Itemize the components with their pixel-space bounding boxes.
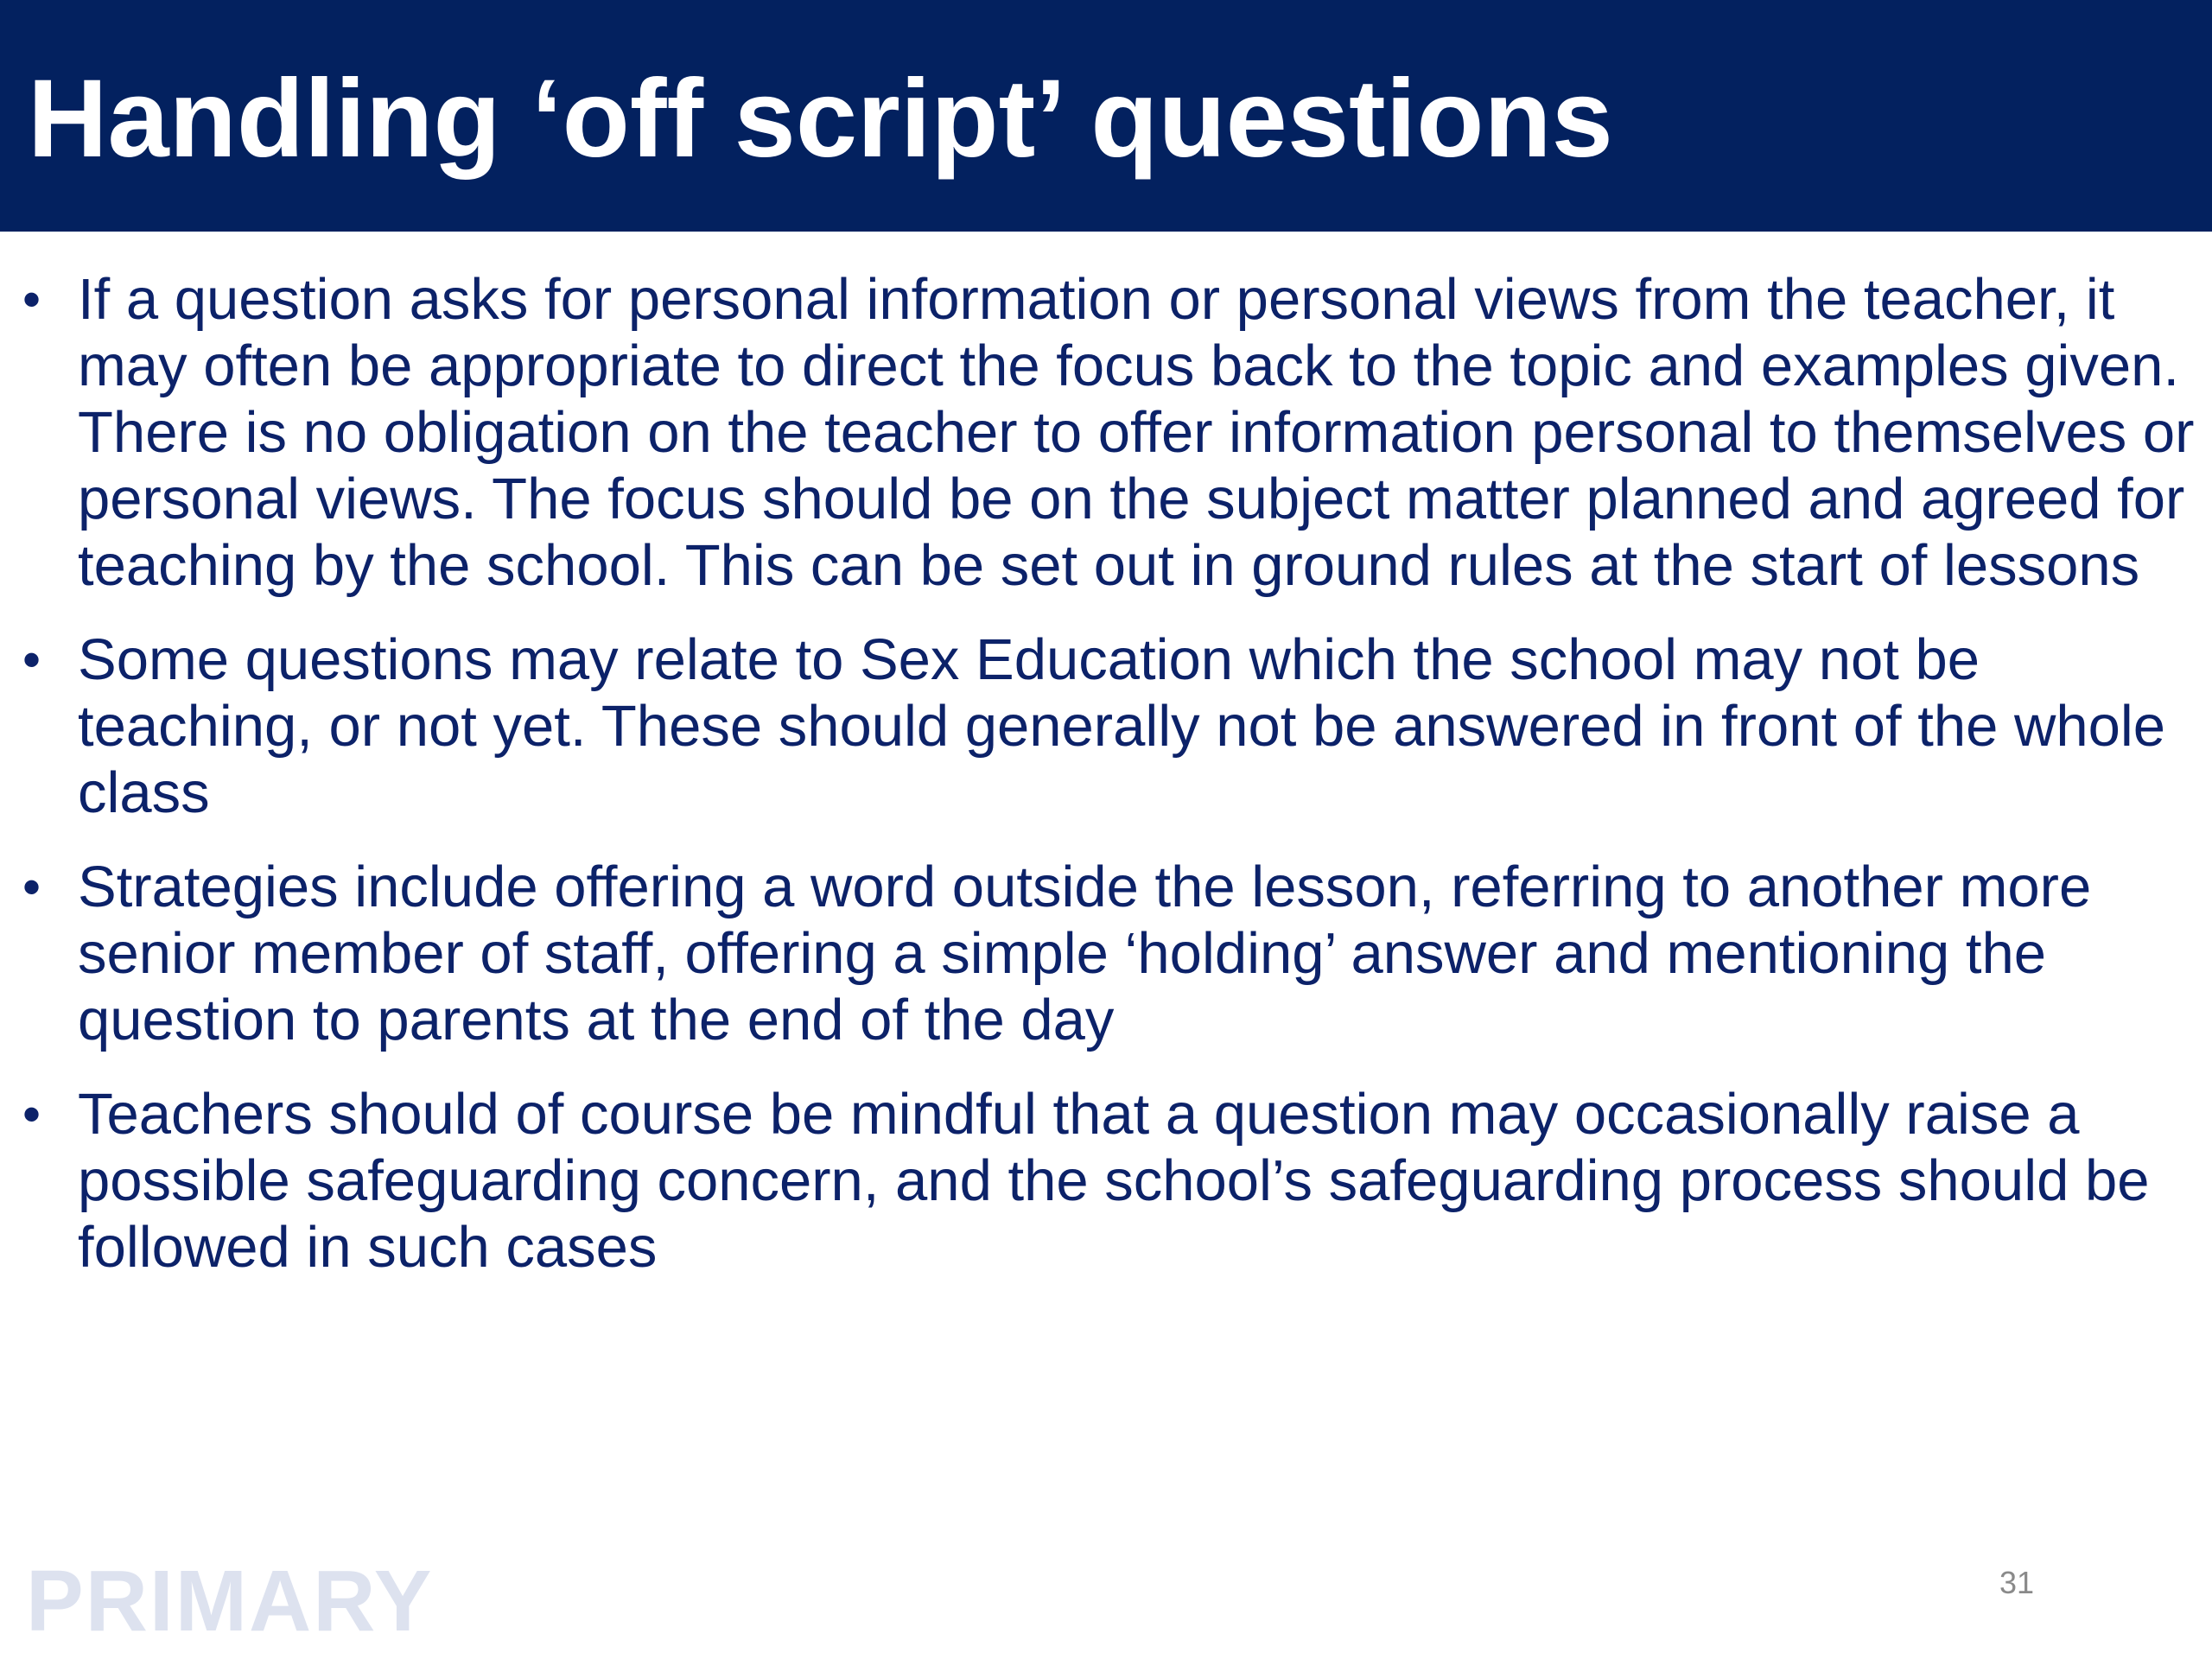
bullet-marker: • xyxy=(22,270,41,328)
bullet-marker: • xyxy=(22,631,41,689)
bullet-item xyxy=(0,266,2212,599)
title-bar xyxy=(0,0,2212,232)
bullet-item xyxy=(0,626,2212,826)
bullet-marker: • xyxy=(22,858,41,916)
slide-title: Handling ‘off script’ questions xyxy=(28,57,1613,181)
page-number: 31 xyxy=(1999,1565,2035,1600)
bullet-text: Teachers should of course be mindful that a question may occasionally raise a possible safeguarding concern, and the school’s safeguarding process should be followed in such cases xyxy=(78,1082,2150,1280)
bullet-marker: • xyxy=(22,1085,41,1143)
bullet-text: If a question asks for personal information or personal views from the teacher, it may often be appropriate to direct the focus back to the topic and examples given. There is no obligation on the teacher to offer information personal to themselves or personal views. The focus should be on the subject matter planned and agreed for teaching by the school. This can be set out in ground rules at the start of lessons xyxy=(78,267,2195,598)
bullet-text: Strategies include offering a word outside the lesson, referring to another more senior member of staff, offering a simple ‘holding’ answer and mentioning the question to parents at the end of the day xyxy=(78,855,2092,1052)
bullet-item xyxy=(0,854,2212,1053)
bullet-item xyxy=(0,1081,2212,1281)
bullet-list xyxy=(0,266,2212,1308)
bullet-text: Some questions may relate to Sex Education which the school may not be teaching, or not yet. These should generally not be answered in front of the whole class xyxy=(78,627,2166,825)
primary-watermark: PRIMARY xyxy=(26,1553,434,1649)
